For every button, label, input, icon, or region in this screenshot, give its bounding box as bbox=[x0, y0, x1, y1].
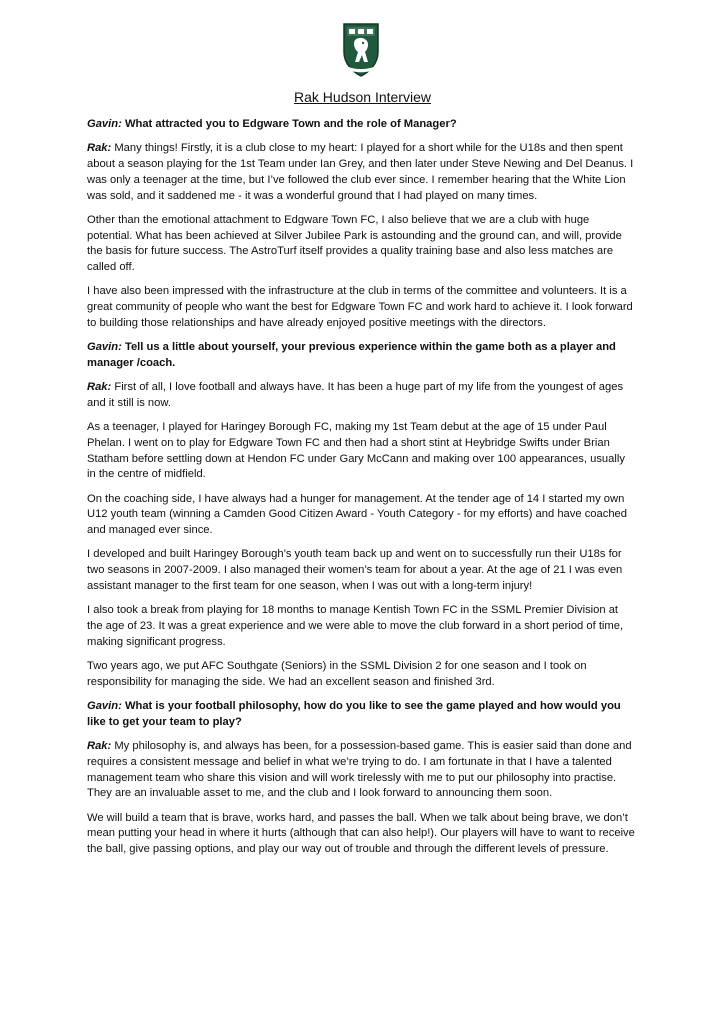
answer-paragraph bbox=[87, 659, 635, 691]
paragraph-text: Other than the emotional attachment to Edgware Town FC, I also believe that we are a club with huge potential. What has been achieved at Silver Jubilee Park is astounding and the ground can, and will, provide the basis for future success. The AstroTurf itself provides a quality training base and also less matches are called off. bbox=[87, 213, 622, 274]
paragraph-text: As a teenager, I played for Haringey Borough FC, making my 1st Team debut at the age of 15 under Paul Phelan. I went on to play for Edgware Town FC and then had a short stint at Heybridge Swifts under Brian Statham before settling down at Hendon FC under Gary McCann and making over 100 appearances, usually in the centre of midfield. bbox=[87, 421, 625, 481]
page-title: Rak Hudson Interview bbox=[294, 89, 431, 105]
answer-paragraph bbox=[87, 380, 635, 412]
speaker-label: Rak: bbox=[87, 142, 112, 155]
question-paragraph bbox=[87, 699, 635, 731]
paragraph-text: I have also been impressed with the infrastructure at the club in terms of the committee and volunteers. It is a great community of people who want the best for Edgware Town FC and work hard to achieve it. I look forward to building those relationships and have already enjoyed positive meetings with the directors. bbox=[87, 285, 633, 329]
answer-paragraph bbox=[87, 547, 635, 594]
paragraph-text: Two years ago, we put AFC Southgate (Seniors) in the SSML Division 2 for one season and I took on responsibility for managing the side. We had an excellent season and finished 3rd. bbox=[87, 660, 587, 688]
paragraph-text: Many things! Firstly, it is a club close to my heart: I played for a short while for the U18s and then spent about a season playing for the 1st Team under Ian Grey, and then later under Steve Newing and Del Deanus. I was only a teenager at the time, but I’ve followed the club ever since. I remember hearing that the White Lion was sold, and it saddened me - it was a wonderful ground that I had played on many times. bbox=[87, 142, 634, 202]
answer-paragraph bbox=[87, 420, 635, 483]
paragraph-text: What is your football philosophy, how do you like to see the game played and how would you like to get your team to play? bbox=[87, 700, 621, 728]
speaker-label: Gavin: bbox=[87, 118, 122, 130]
answer-paragraph bbox=[87, 603, 635, 650]
speaker-label: Rak: bbox=[87, 381, 112, 394]
paragraph-text: Tell us a little about yourself, your previous experience within the game both as a player and manager /coach. bbox=[87, 341, 616, 369]
paragraph-text: We will build a team that is brave, works hard, and passes the ball. When we talk about being brave, we don’t mean putting your head in where it hurts (although that can also help!). Our players will have to want to receive the ball, give passing options, and play our way out of trouble and through the different levels of pressure. bbox=[87, 811, 635, 856]
speaker-label: Gavin: bbox=[87, 700, 122, 712]
speaker-label: Rak: bbox=[87, 739, 112, 752]
answer-paragraph bbox=[87, 213, 635, 276]
answer-paragraph bbox=[87, 492, 635, 539]
answer-paragraph bbox=[87, 141, 635, 204]
answer-paragraph bbox=[87, 811, 635, 858]
paragraph-text: I also took a break from playing for 18 months to manage Kentish Town FC in the SSML Premier Division at the age of 23. It was a great experience and we were able to move the club forward in a short period of time, making significant progress. bbox=[87, 604, 624, 648]
question-paragraph bbox=[87, 340, 635, 372]
club-crest-icon bbox=[341, 22, 381, 78]
speaker-label: Gavin: bbox=[87, 341, 122, 354]
paragraph-text: I developed and built Haringey Borough’s youth team back up and went on to successfully run their U18s for two seasons in 2007-2009. I also managed their women’s team for about a year. At the age of 21 I was even assistant manager to the first team for one season, when I was out with a long-term injury! bbox=[87, 548, 623, 593]
paragraph-text: What attracted you to Edgware Town and the role of Manager? bbox=[124, 118, 457, 130]
paragraph-text: My philosophy is, and always has been, for a possession-based game. This is easier said than done and requires a consistent message and belief in what we’re trying to do. I am fortunate in that I have a talented management team who share this vision and will work tirelessly with me to put our philosophy into practise. They are an invaluable asset to me, and the club and I look forward to announcing them soon. bbox=[87, 739, 632, 800]
paragraph-text: First of all, I love football and always have. It has been a huge part of my life from the youngest of ages and it still is now. bbox=[87, 381, 624, 409]
answer-paragraph bbox=[87, 739, 635, 802]
paragraph-text: On the coaching side, I have always had a hunger for management. At the tender age of 14 I started my own U12 youth team (winning a Camden Good Citizen Award - Youth Category - for my efforts) and have coached and managed ever since. bbox=[87, 492, 627, 537]
question-paragraph bbox=[87, 117, 635, 133]
interview-body bbox=[87, 117, 635, 866]
answer-paragraph bbox=[87, 284, 635, 331]
